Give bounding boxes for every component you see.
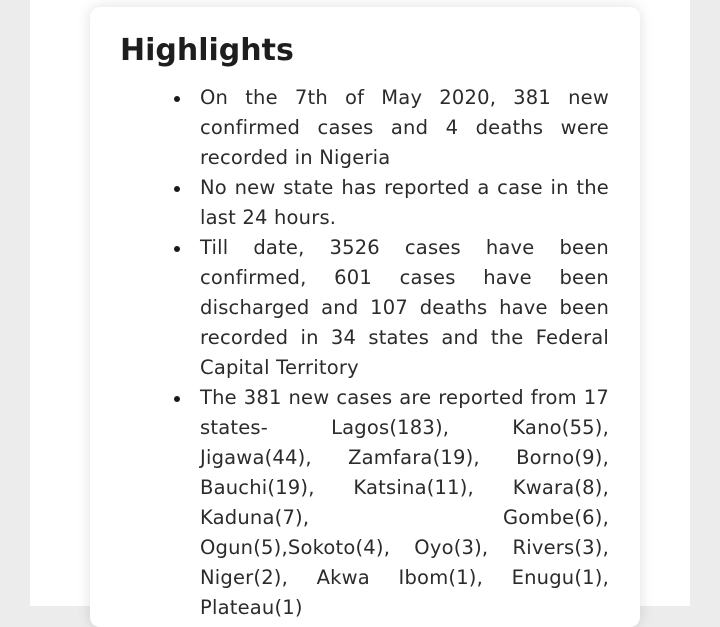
highlight-item-totals: Till date, 3526 cases have been confirmed, 601 cases have been discharged and 107 deaths have been recorded in 34 states and the Federal Capital Territory <box>200 233 609 383</box>
highlights-card <box>90 7 640 627</box>
highlight-item-no-new-state: No new state has reported a case in the last 24 hours. <box>200 173 609 233</box>
highlights-list <box>200 83 609 623</box>
highlight-item-state-breakdown: The 381 new cases are reported from 17 states- Lagos(183), Kano(55), Jigawa(44), Zamfara(19), Borno(9), Bauchi(19), Katsina(11), Kwara(8), Kaduna(7), Gombe(6), Ogun(5),Sokoto(4), Oyo(3), Rivers(3), Niger(2), Akwa Ibom(1), Enugu(1), Plateau(1) <box>200 383 609 623</box>
highlight-item-confirmed-today: On the 7th of May 2020, 381 new confirmed cases and 4 deaths were recorded in Nigeria <box>200 83 609 173</box>
highlights-title: Highlights <box>120 33 294 68</box>
